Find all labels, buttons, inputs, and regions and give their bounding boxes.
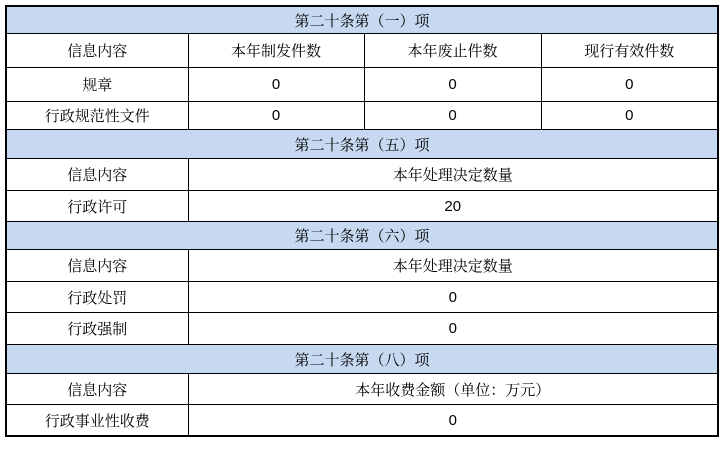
- column-header: 信息内容: [6, 159, 188, 191]
- section-3-title-row: [6, 222, 718, 250]
- page: [0, 5, 722, 459]
- row-label: 行政处罚: [6, 282, 188, 313]
- cell-value: 20: [188, 191, 718, 222]
- column-header: 信息内容: [6, 250, 188, 282]
- section-title: 第二十条第（五）项: [6, 130, 718, 159]
- statistics-table: [5, 5, 719, 437]
- section-title: 第二十条第（一）项: [6, 6, 718, 34]
- section-2-header-row: [6, 159, 718, 191]
- column-header: 现行有效件数: [541, 34, 718, 68]
- cell-value: 0: [364, 68, 541, 102]
- row-label: 规章: [6, 68, 188, 102]
- cell-value: 0: [188, 282, 718, 313]
- column-header: 本年收费金额（单位：万元）: [188, 374, 718, 405]
- section-4-header-row: [6, 374, 718, 405]
- table-row: [6, 405, 718, 437]
- cell-value: 0: [188, 68, 364, 102]
- section-title: 第二十条第（八）项: [6, 345, 718, 374]
- section-1-header-row: [6, 34, 718, 68]
- column-header: 信息内容: [6, 374, 188, 405]
- section-4-title-row: [6, 345, 718, 374]
- table-row: [6, 191, 718, 222]
- table-row: [6, 68, 718, 102]
- row-label: 行政许可: [6, 191, 188, 222]
- section-3-header-row: [6, 250, 718, 282]
- table-row: [6, 102, 718, 130]
- cell-value: 0: [188, 405, 718, 437]
- row-label: 行政事业性收费: [6, 405, 188, 437]
- section-2-title-row: [6, 130, 718, 159]
- section-1-title-row: [6, 6, 718, 34]
- column-header: 本年废止件数: [364, 34, 541, 68]
- row-label: 行政强制: [6, 313, 188, 345]
- cell-value: 0: [541, 102, 718, 130]
- column-header: 本年处理决定数量: [188, 250, 718, 282]
- cell-value: 0: [364, 102, 541, 130]
- column-header: 本年制发件数: [188, 34, 364, 68]
- cell-value: 0: [188, 313, 718, 345]
- table-row: [6, 313, 718, 345]
- cell-value: 0: [541, 68, 718, 102]
- table-row: [6, 282, 718, 313]
- column-header: 本年处理决定数量: [188, 159, 718, 191]
- cell-value: 0: [188, 102, 364, 130]
- section-title: 第二十条第（六）项: [6, 222, 718, 250]
- row-label: 行政规范性文件: [6, 102, 188, 130]
- column-header: 信息内容: [6, 34, 188, 68]
